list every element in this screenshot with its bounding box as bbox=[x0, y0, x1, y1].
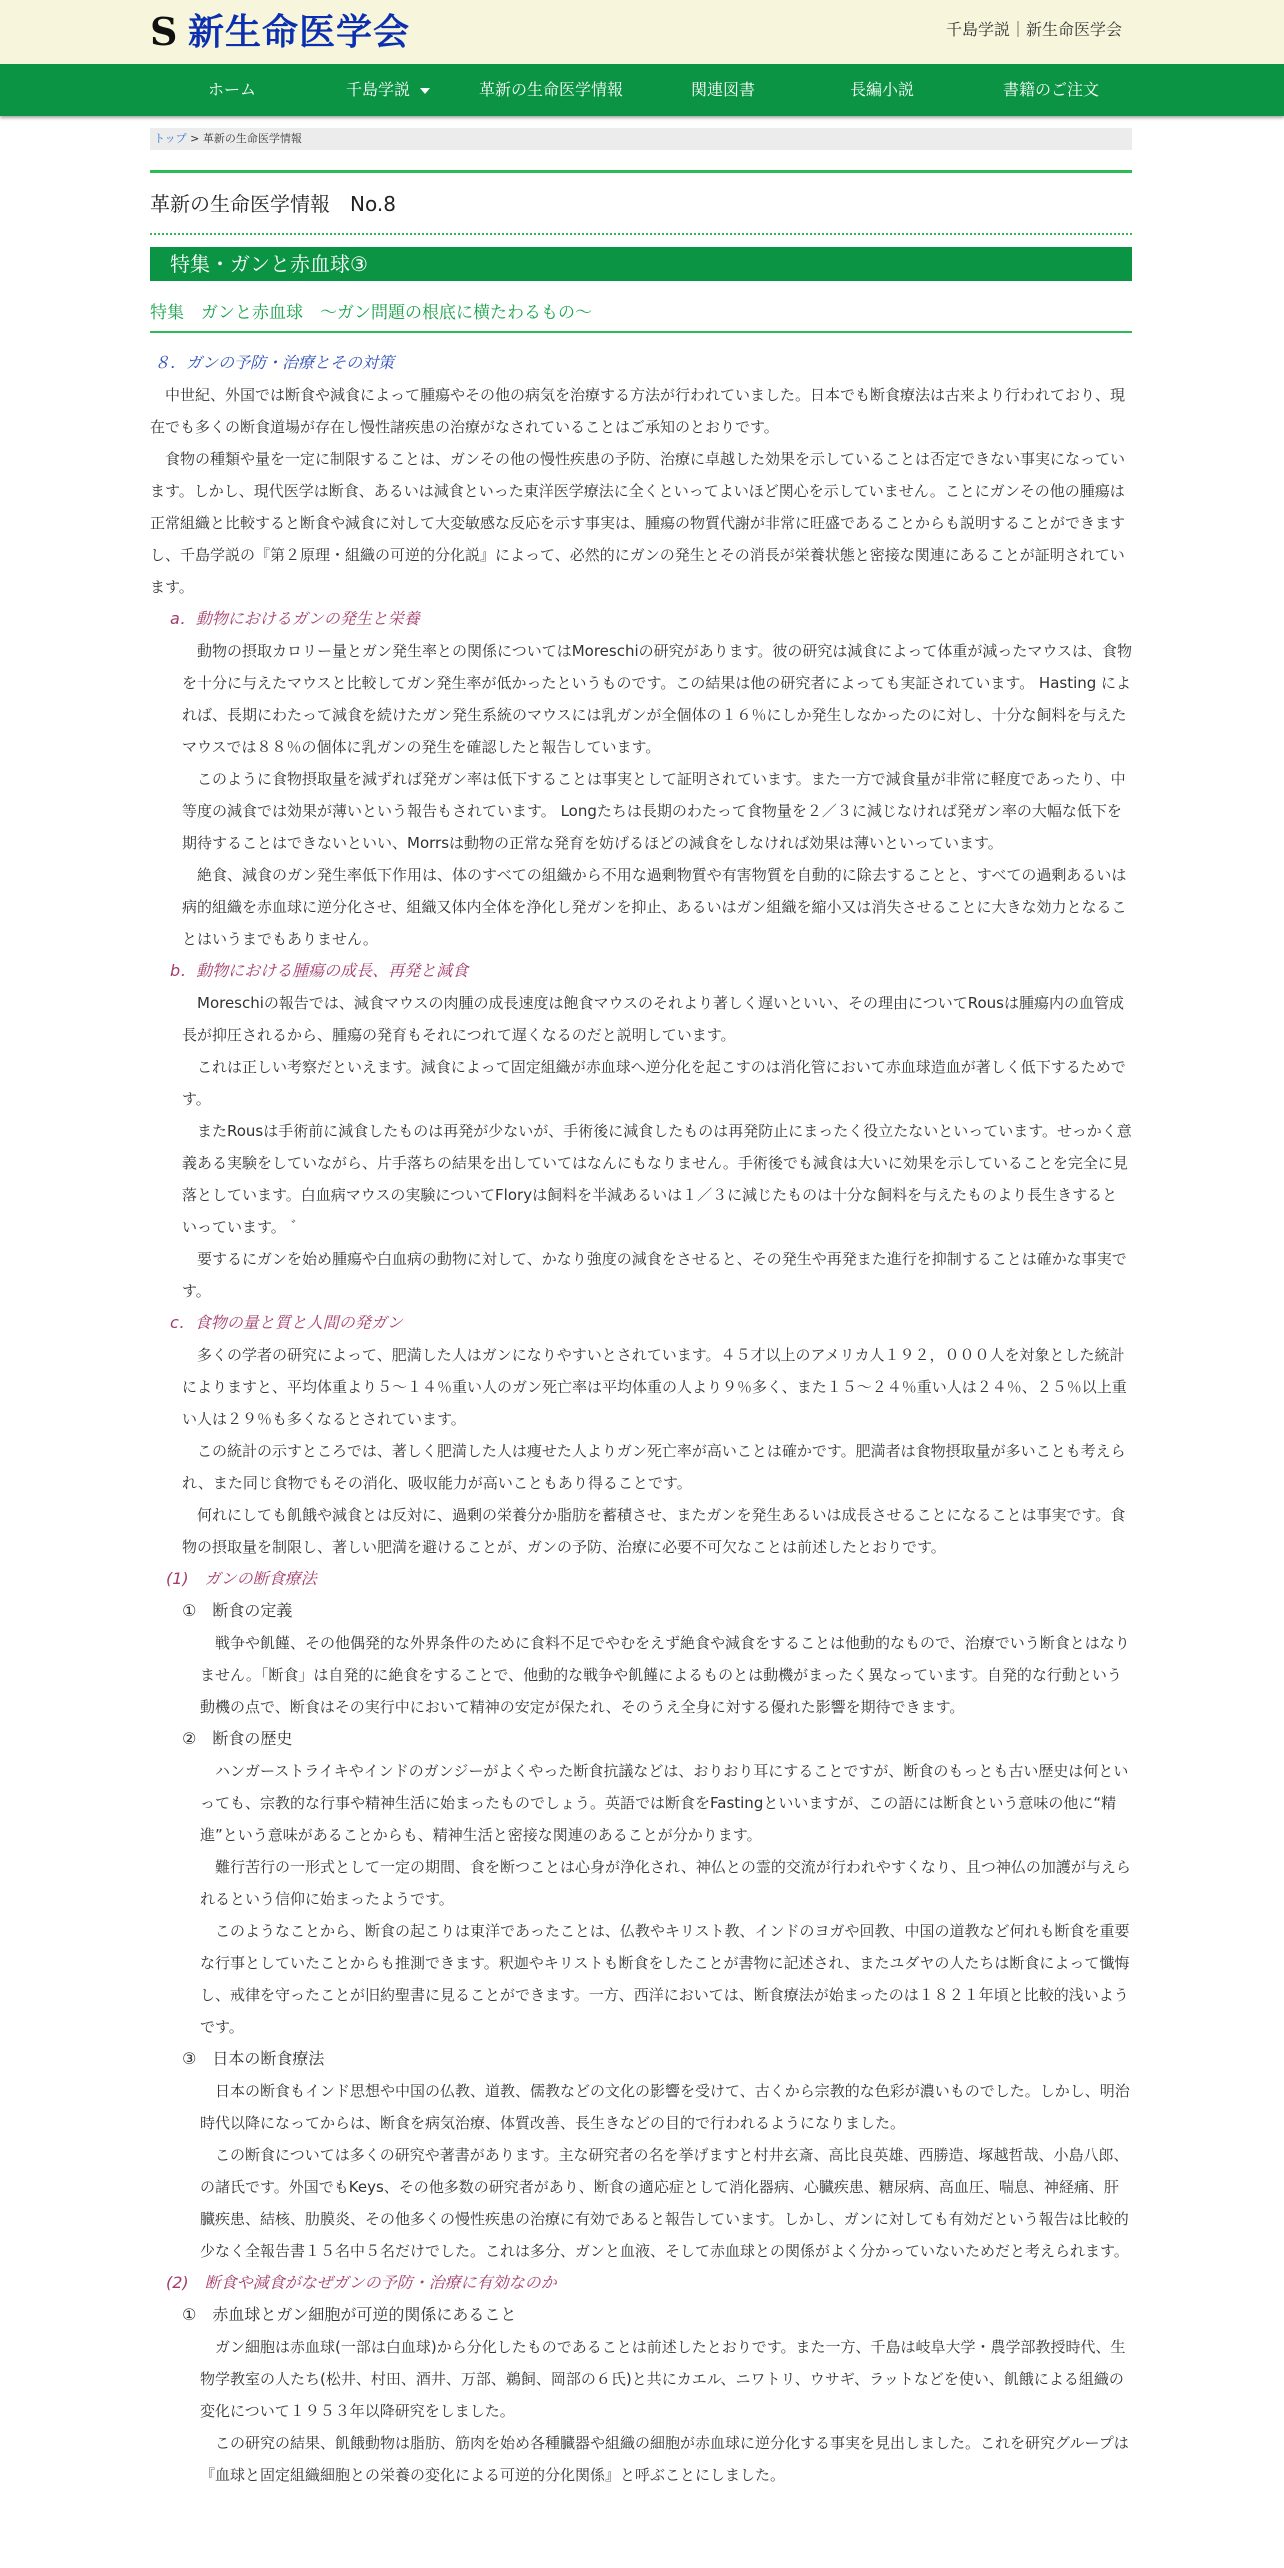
paragraph: 日本の断食もインド思想や中国の仏教、道教、儒教などの文化の影響を受けて、古くから宗教的な色彩が濃いものでした。しかし、明治時代以降になってからは、断食を病気治療、体質改善、長生きなどの目的で行われるようになりました。 bbox=[200, 2082, 1130, 2132]
header-links[interactable]: 千島学説｜新生命医学会 bbox=[945, 20, 1122, 39]
nav-novel-label: 長編小説 bbox=[849, 80, 914, 99]
paragraph: ハンガーストライキやインドのガンジーがよくやった断食抗議などは、おりおり耳にすることですが、断食のもっとも古い歴史は何といっても、宗教的な行事や精神生活に始まったものでしょう。英語では断食をFastingといいますが、この語には断食という意味の他に“精進”という意味があることからも、精神生活と密接な関連のあることが分かります。 bbox=[200, 1762, 1129, 1844]
paragraph: 多くの学者の研究によって、肥満した人はガンになりやすいとされています。４５才以上のアメリカ人１９２，０００人を対象とした統計によりますと、平均体重より５～１４％重い人のガン死亡率は平均体重の人より９％多く、また１５～２４％重い人は２４％、２５％以上重い人は２９％も多くなるとされています。 bbox=[182, 1346, 1127, 1428]
paragraph: このように食物摂取量を減ずれば発ガン率は低下することは事実として証明されています。また一方で減食量が非常に軽度であったり、中等度の減食では効果が薄いという報告もされています。 Longたちは長期のわたって食物量を２／３に減じなければ発ガン率の大幅な低下を期待することはできないといい、Morrsは動物の正常な発育を妨げるほどの減食をしなければ効果は薄いといっています。 bbox=[182, 770, 1126, 852]
item-heading: ① 赤血球とガン細胞が可逆的関係にあること bbox=[182, 2305, 517, 2324]
breadcrumb-home-link[interactable]: トップ bbox=[154, 132, 187, 145]
feature-subtitle: 特集 ガンと赤血球 ～ガン問題の根底に横たわるもの～ bbox=[150, 303, 592, 323]
paragraph: 難行苦行の一形式として一定の期間、食を断つことは心身が浄化され、神仏との霊的交流が行われやすくなり、且つ神仏の加護が与えられるという信仰に始まったようです。 bbox=[200, 1858, 1131, 1908]
paragraph: Moreschiの報告では、減食マウスの肉腫の成長速度は飽食マウスのそれより著しく遅いといい、その理由についてRousは腫瘍内の血管成長が抑圧されるから、腫瘍の発育もそれにつれて遅くなるのだと説明しています。 bbox=[182, 994, 1124, 1044]
breadcrumb-current: 革新の生命医学情報 bbox=[202, 132, 302, 145]
main-nav bbox=[0, 64, 1284, 116]
paragraph: これは正しい考察だといえます。減食によって固定組織が赤血球へ逆分化を起こすのは消化管において赤血球造血が著しく低下するためです。 bbox=[182, 1058, 1126, 1108]
subsection-heading: b．動物における腫瘍の成長、再発と減食 bbox=[170, 961, 469, 980]
paragraph: 戦争や飢饉、その他偶発的な外界条件のために食料不足でやむをえず絶食や減食をすることは他動的なもので、治療でいう断食とはなりません。「断食」は自発的に絶食をすることで、他動的な戦争や飢饉によるものとは動機がまったく異なっています。自発的な行動という動機の点で、断食はその実行中において精神の安定が保たれ、そのうえ全身に対する優れた影響を期待できます。 bbox=[200, 1634, 1130, 1716]
subsection-heading: c．食物の量と質と人間の発ガン bbox=[170, 1313, 403, 1332]
paragraph: 要するにガンを始め腫瘍や白血病の動物に対して、かなり強度の減食をさせると、その発生や再発また進行を抑制することは確かな事実です。 bbox=[182, 1250, 1127, 1300]
paragraph: このようなことから、断食の起こりは東洋であったことは、仏教やキリスト教、インドのヨガや回教、中国の道教など何れも断食を重要な行事としていたことからも推測できます。釈迦やキリストも断食をしたことが書物に記述され、またユダヤの人たちは断食によって懺悔し、戒律を守ったことが旧約聖書に見ることができます。一方、西洋においては、断食療法が始まったのは１８２１年頃と比較的浅いようです。 bbox=[200, 1922, 1130, 2036]
paragraph: ガン細胞は赤血球(一部は白血球)から分化したものであることは前述したとおりです。また一方、千島は岐阜大学・農学部教授時代、生物学教室の人たち(松井、村田、酒井、万部、鵜飼、岡部の６氏)と共にカエル、ニワトリ、ウサギ、ラットなどを使い、飢餓による組織の変化について１９５３年以降研究をしました。 bbox=[200, 2338, 1126, 2420]
section-heading: ８．ガンの予防・治療とその対策 bbox=[154, 353, 395, 372]
item-heading: ② 断食の歴史 bbox=[182, 1729, 293, 1748]
caret-down-icon bbox=[420, 88, 430, 94]
breadcrumb-separator: > bbox=[186, 132, 203, 145]
logo-mark-icon: S bbox=[150, 9, 178, 54]
nav-chishima-label: 千島学説 bbox=[345, 80, 410, 99]
topic-heading: (1) ガンの断食療法 bbox=[166, 1569, 317, 1588]
site-header bbox=[0, 0, 1284, 64]
nav-medical-info-label: 革新の生命医学情報 bbox=[478, 80, 623, 99]
page-title: 革新の生命医学情報 No.8 bbox=[150, 192, 396, 216]
nav-book-order[interactable] bbox=[958, 64, 1144, 116]
paragraph: この研究の結果、飢餓動物は脂肪、筋肉を始め各種臓器や組織の細胞が赤血球に逆分化する事実を見出しました。これを研究グループは『血球と固定組織細胞との栄養の変化による可逆的分化関係』と呼ぶことにしました。 bbox=[200, 2434, 1129, 2484]
nav-related-books[interactable] bbox=[640, 64, 806, 116]
divider bbox=[150, 170, 1132, 173]
paragraph: 食物の種類や量を一定に制限することは、ガンその他の慢性疾患の予防、治療に卓越した効果を示していることは否定できない事実になっています。しかし、現代医学は断食、あるいは減食といった東洋医学療法に全くといってよいほど関心を示していません。ことにガンその他の腫瘍は正常組織と比較すると断食や減食に対して大変敏感な反応を示す事実は、腫瘍の物質代謝が非常に旺盛であることからも説明することができますし、千島学説の『第２原理・組織の可逆的分化説』によって、必然的にガンの発生とその消長が栄養状態と密接な関連にあることが証明されています。 bbox=[150, 450, 1126, 596]
feature-banner: 特集・ガンと赤血球③ bbox=[150, 247, 1132, 281]
paragraph: この統計の示すところでは、著しく肥満した人は痩せた人よりガン死亡率が高いことは確かです。肥満者は食物摂取量が多いことも考えられ、また同じ食物でもその消化、吸収能力が高いこともあり得ることです。 bbox=[182, 1442, 1126, 1492]
paragraph: またRousは手術前に減食したものは再発が少ないが、手術後に減食したものは再発防止にまったく役立たないといっています。せっかく意義ある実験をしていながら、片手落ちの結果を出していてはなんにもなりません。手術後でも減食は大いに効果を示していることを完全に見落としています。白血病マウスの実験についてFloryは飼料を半減あるいは１／３に減じたものは十分な飼料を与えたものより長生きするといっています。 ゛ bbox=[182, 1122, 1132, 1236]
nav-novel[interactable] bbox=[806, 64, 958, 116]
paragraph: 動物の摂取カロリー量とガン発生率との関係についてはMoreschiの研究があります。彼の研究は減食によって体重が減ったマウスは、食物を十分に与えたマウスと比較してガン発生率が低かったというものです。この結果は他の研究者によっても実証されています。 Hasting によれば、長期にわたって減食を続けたガン発生系統のマウスには乳ガンが全個体の１６％にしか発生しなかったのに対し、十分な飼料を与えたマウスでは８８％の個体に乳ガンの発生を確認したと報告しています。 bbox=[182, 642, 1132, 756]
subsection-heading: a．動物におけるガンの発生と栄養 bbox=[170, 609, 420, 628]
site-logo[interactable] bbox=[150, 9, 411, 54]
item-heading: ③ 日本の断食療法 bbox=[182, 2049, 325, 2068]
paragraph: この断食については多くの研究や著書があります。主な研究者の名を挙げますと村井玄斎、高比良英雄、西勝造、塚越哲哉、小島八郎、の諸氏です。外国でもKeys、その他多数の研究者があり、断食の適応症として消化器病、心臓疾患、糖尿病、高血圧、喘息、神経痛、肝臓疾患、結核、肋膜炎、その他多くの慢性疾患の治療に有効であると報告しています。しかし、ガンに対しても有効だという報告は比較的少なく全報告書１５名中５名だけでした。これは多分、ガンと血液、そして赤血球との関係がよく分かっていないためだと考えられます。 bbox=[200, 2146, 1129, 2260]
item-heading: ① 断食の定義 bbox=[182, 1601, 293, 1620]
topic-heading: (2) 断食や減食がなぜガンの予防・治療に有効なのか bbox=[166, 2273, 557, 2292]
nav-chishima-theory[interactable] bbox=[314, 64, 462, 116]
nav-related-books-label: 関連図書 bbox=[690, 80, 755, 99]
nav-home[interactable] bbox=[150, 64, 314, 116]
subtitle-divider bbox=[150, 331, 1132, 333]
article-body bbox=[150, 347, 1132, 2491]
dotted-divider bbox=[150, 233, 1132, 235]
nav-home-label: ホーム bbox=[207, 80, 256, 99]
paragraph: 中世紀、外国では断食や減食によって腫瘍やその他の病気を治療する方法が行われていました。日本でも断食療法は古来より行われており、現在でも多くの断食道場が存在し慢性諸疾患の治療がなされていることはご承知のとおりです。 bbox=[150, 386, 1126, 436]
main-content bbox=[150, 128, 1132, 2491]
paragraph: 絶食、減食のガン発生率低下作用は、体のすべての組織から不用な過剰物質や有害物質を自動的に除去することと、すべての過剰あるいは病的組織を赤血球に逆分化させ、組織又体内全体を浄化し発ガンを抑止、あるいはガン組織を縮小又は消失させることに大きな効力となることはいうまでもありません。 bbox=[182, 866, 1127, 948]
nav-book-order-label: 書籍のご注文 bbox=[1002, 80, 1099, 99]
nav-medical-info[interactable] bbox=[462, 64, 640, 116]
breadcrumb bbox=[150, 128, 1132, 150]
paragraph: 何れにしても飢餓や減食とは反対に、過剰の栄養分か脂肪を蓄積させ、またガンを発生あるいは成長させることになることは事実です。食物の摂取量を制限し、著しい肥満を避けることが、ガンの予防、治療に必要不可欠なことは前述したとおりです。 bbox=[182, 1506, 1126, 1556]
logo-text: 新生命医学会 bbox=[188, 11, 411, 53]
